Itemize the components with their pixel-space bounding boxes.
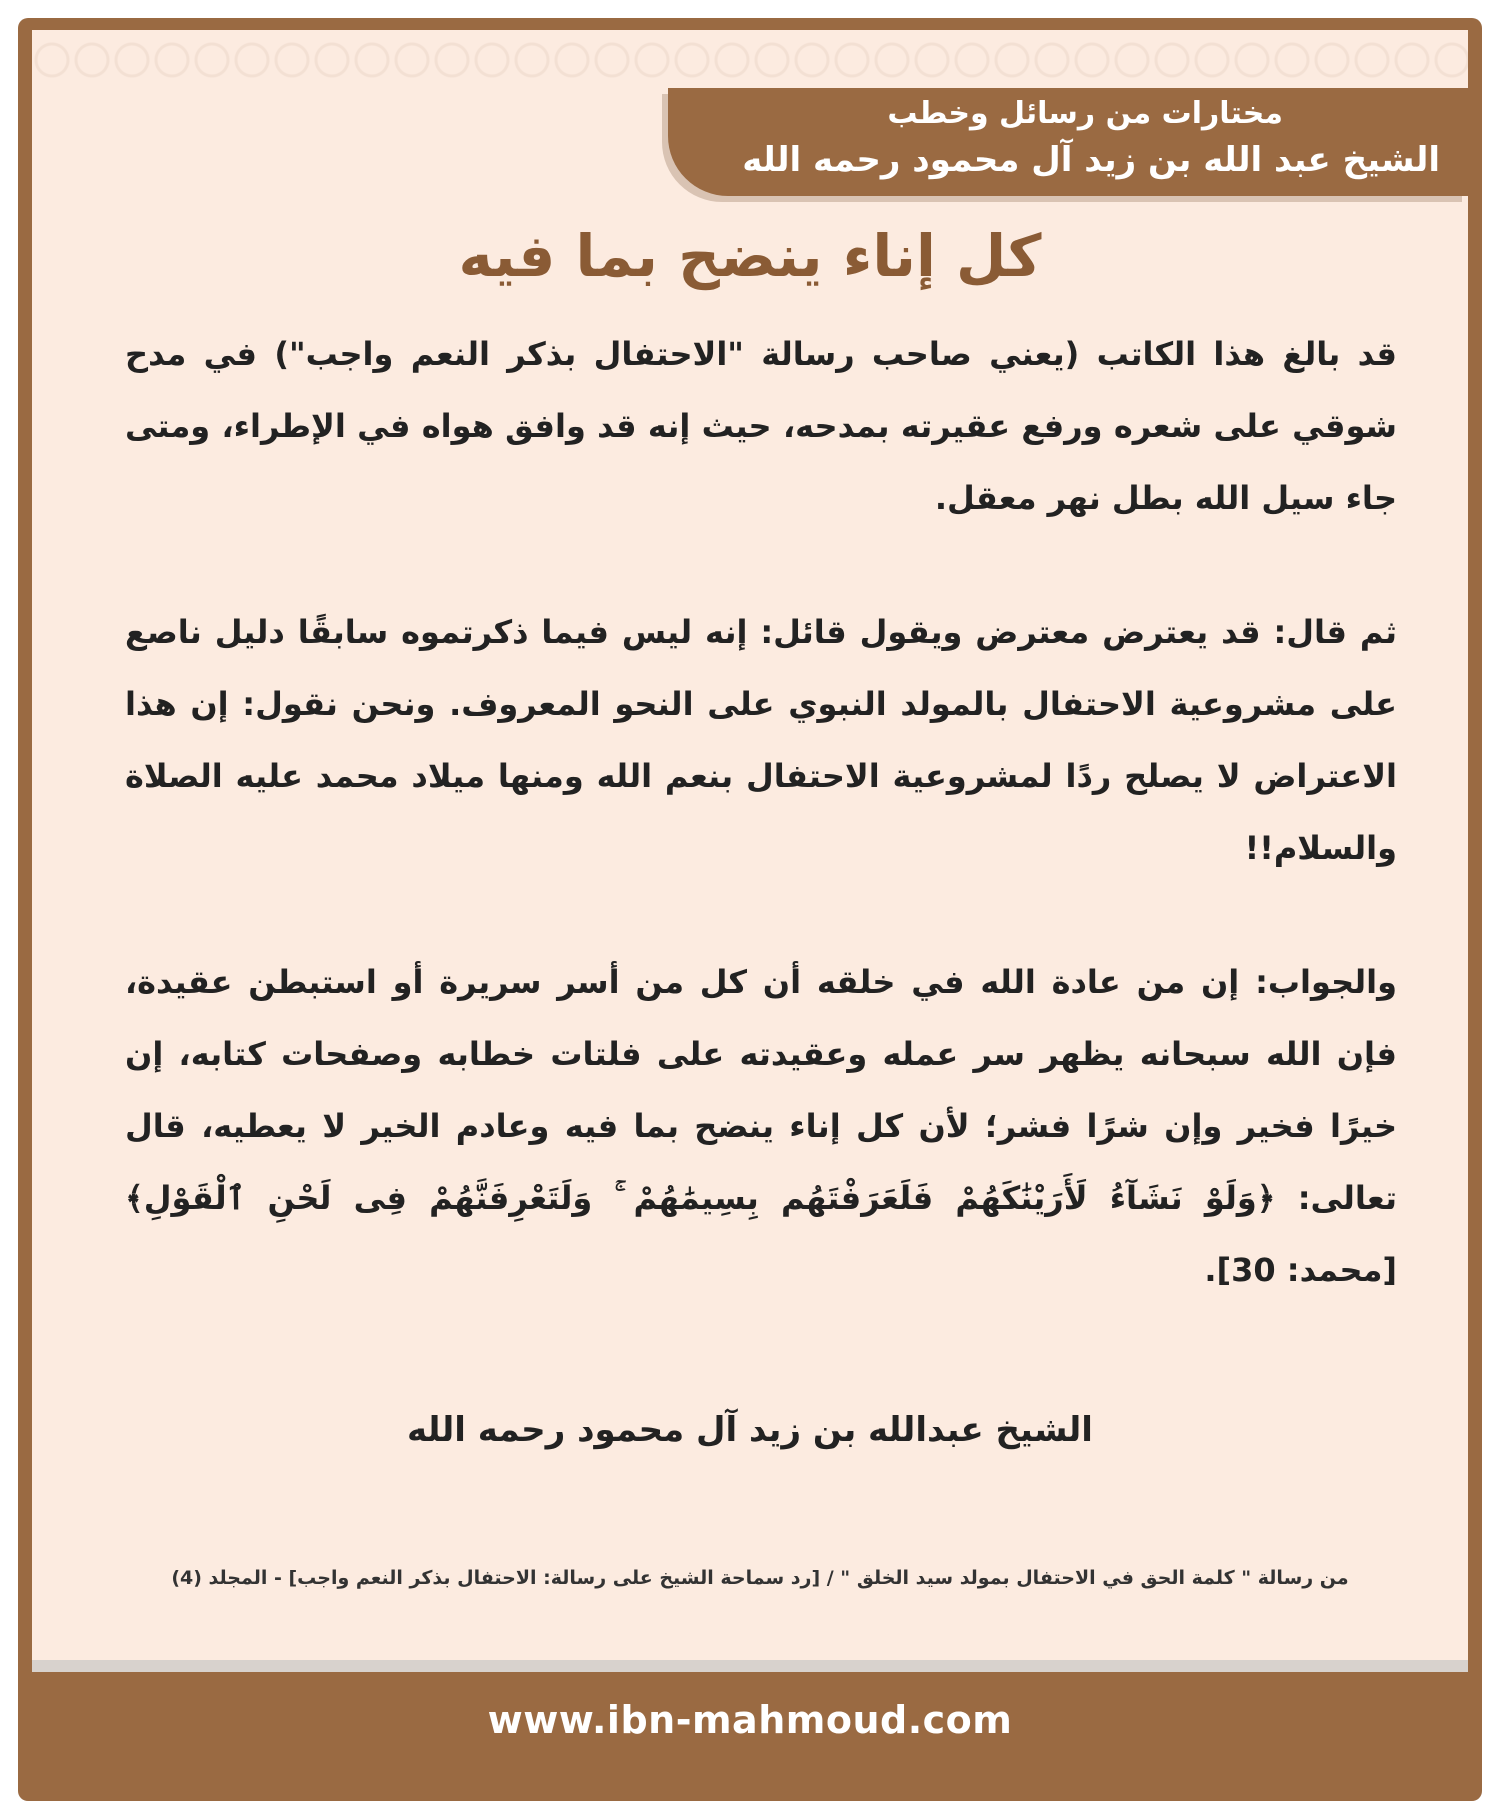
article-body <box>125 318 1397 1306</box>
decorative-pattern <box>32 30 1468 90</box>
header-ribbon <box>668 88 1468 196</box>
paragraph-3: والجواب: إن من عادة الله في خلقه أن كل من أسر سريرة أو استبطن عقيدة، فإن الله سبحانه يظهر سر عمله وعقيدته على فلتات خطابه وصفحات كتابه، إن خيرًا فخير وإن شرًا فشر؛ لأن كل إناء ينضح بما فيه وعادم الخير لا يعطيه، قال تعالى: ﴿وَلَوْ نَشَآءُ لَأَرَيْنَٰكَهُمْ فَلَعَرَفْتَهُم بِسِيمَٰهُمْ ۚ وَلَتَعْرِفَنَّهُمْ فِى لَحْنِ ٱلْقَوْلِ﴾ [محمد: 30]. <box>125 963 1397 1289</box>
article-title: كل إناء ينضح بما فيه <box>458 222 1042 290</box>
signature: الشيخ عبدالله بن زيد آل محمود رحمه الله <box>407 1410 1093 1450</box>
series-title: مختارات من رسائل وخطب <box>887 96 1283 131</box>
paragraph-2: ثم قال: قد يعترض معترض ويقول قائل: إنه ليس فيما ذكرتموه سابقًا دليل ناصع على مشروعية الاحتفال بالمولد النبوي على النحو المعروف. ونحن نقول: إن هذا الاعتراض لا يصلح ردًا لمشروعية الاحتفال بنعم الله ومنها ميلاد محمد عليه الصلاة والسلام!! <box>125 613 1397 867</box>
paragraph-1: قد بالغ هذا الكاتب (يعني صاحب رسالة "الاحتفال بذكر النعم واجب") في مدح شوقي على شعره ورفع عقيرته بمدحه، حيث إنه قد وافق هواه في الإطراء، ومتى جاء سيل الله بطل نهر معقل. <box>125 335 1397 517</box>
website-link[interactable]: www.ibn-mahmoud.com <box>487 1698 1013 1742</box>
divider <box>32 1660 1468 1672</box>
source-citation: من رسالة " كلمة الحق في الاحتفال بمولد سيد الخلق " / [رد سماحة الشيخ على رسالة: الاحتفال بذكر النعم واجب] - المجلد (4) <box>171 1567 1349 1589</box>
author-name: الشيخ عبد الله بن زيد آل محمود رحمه الله <box>742 140 1440 180</box>
